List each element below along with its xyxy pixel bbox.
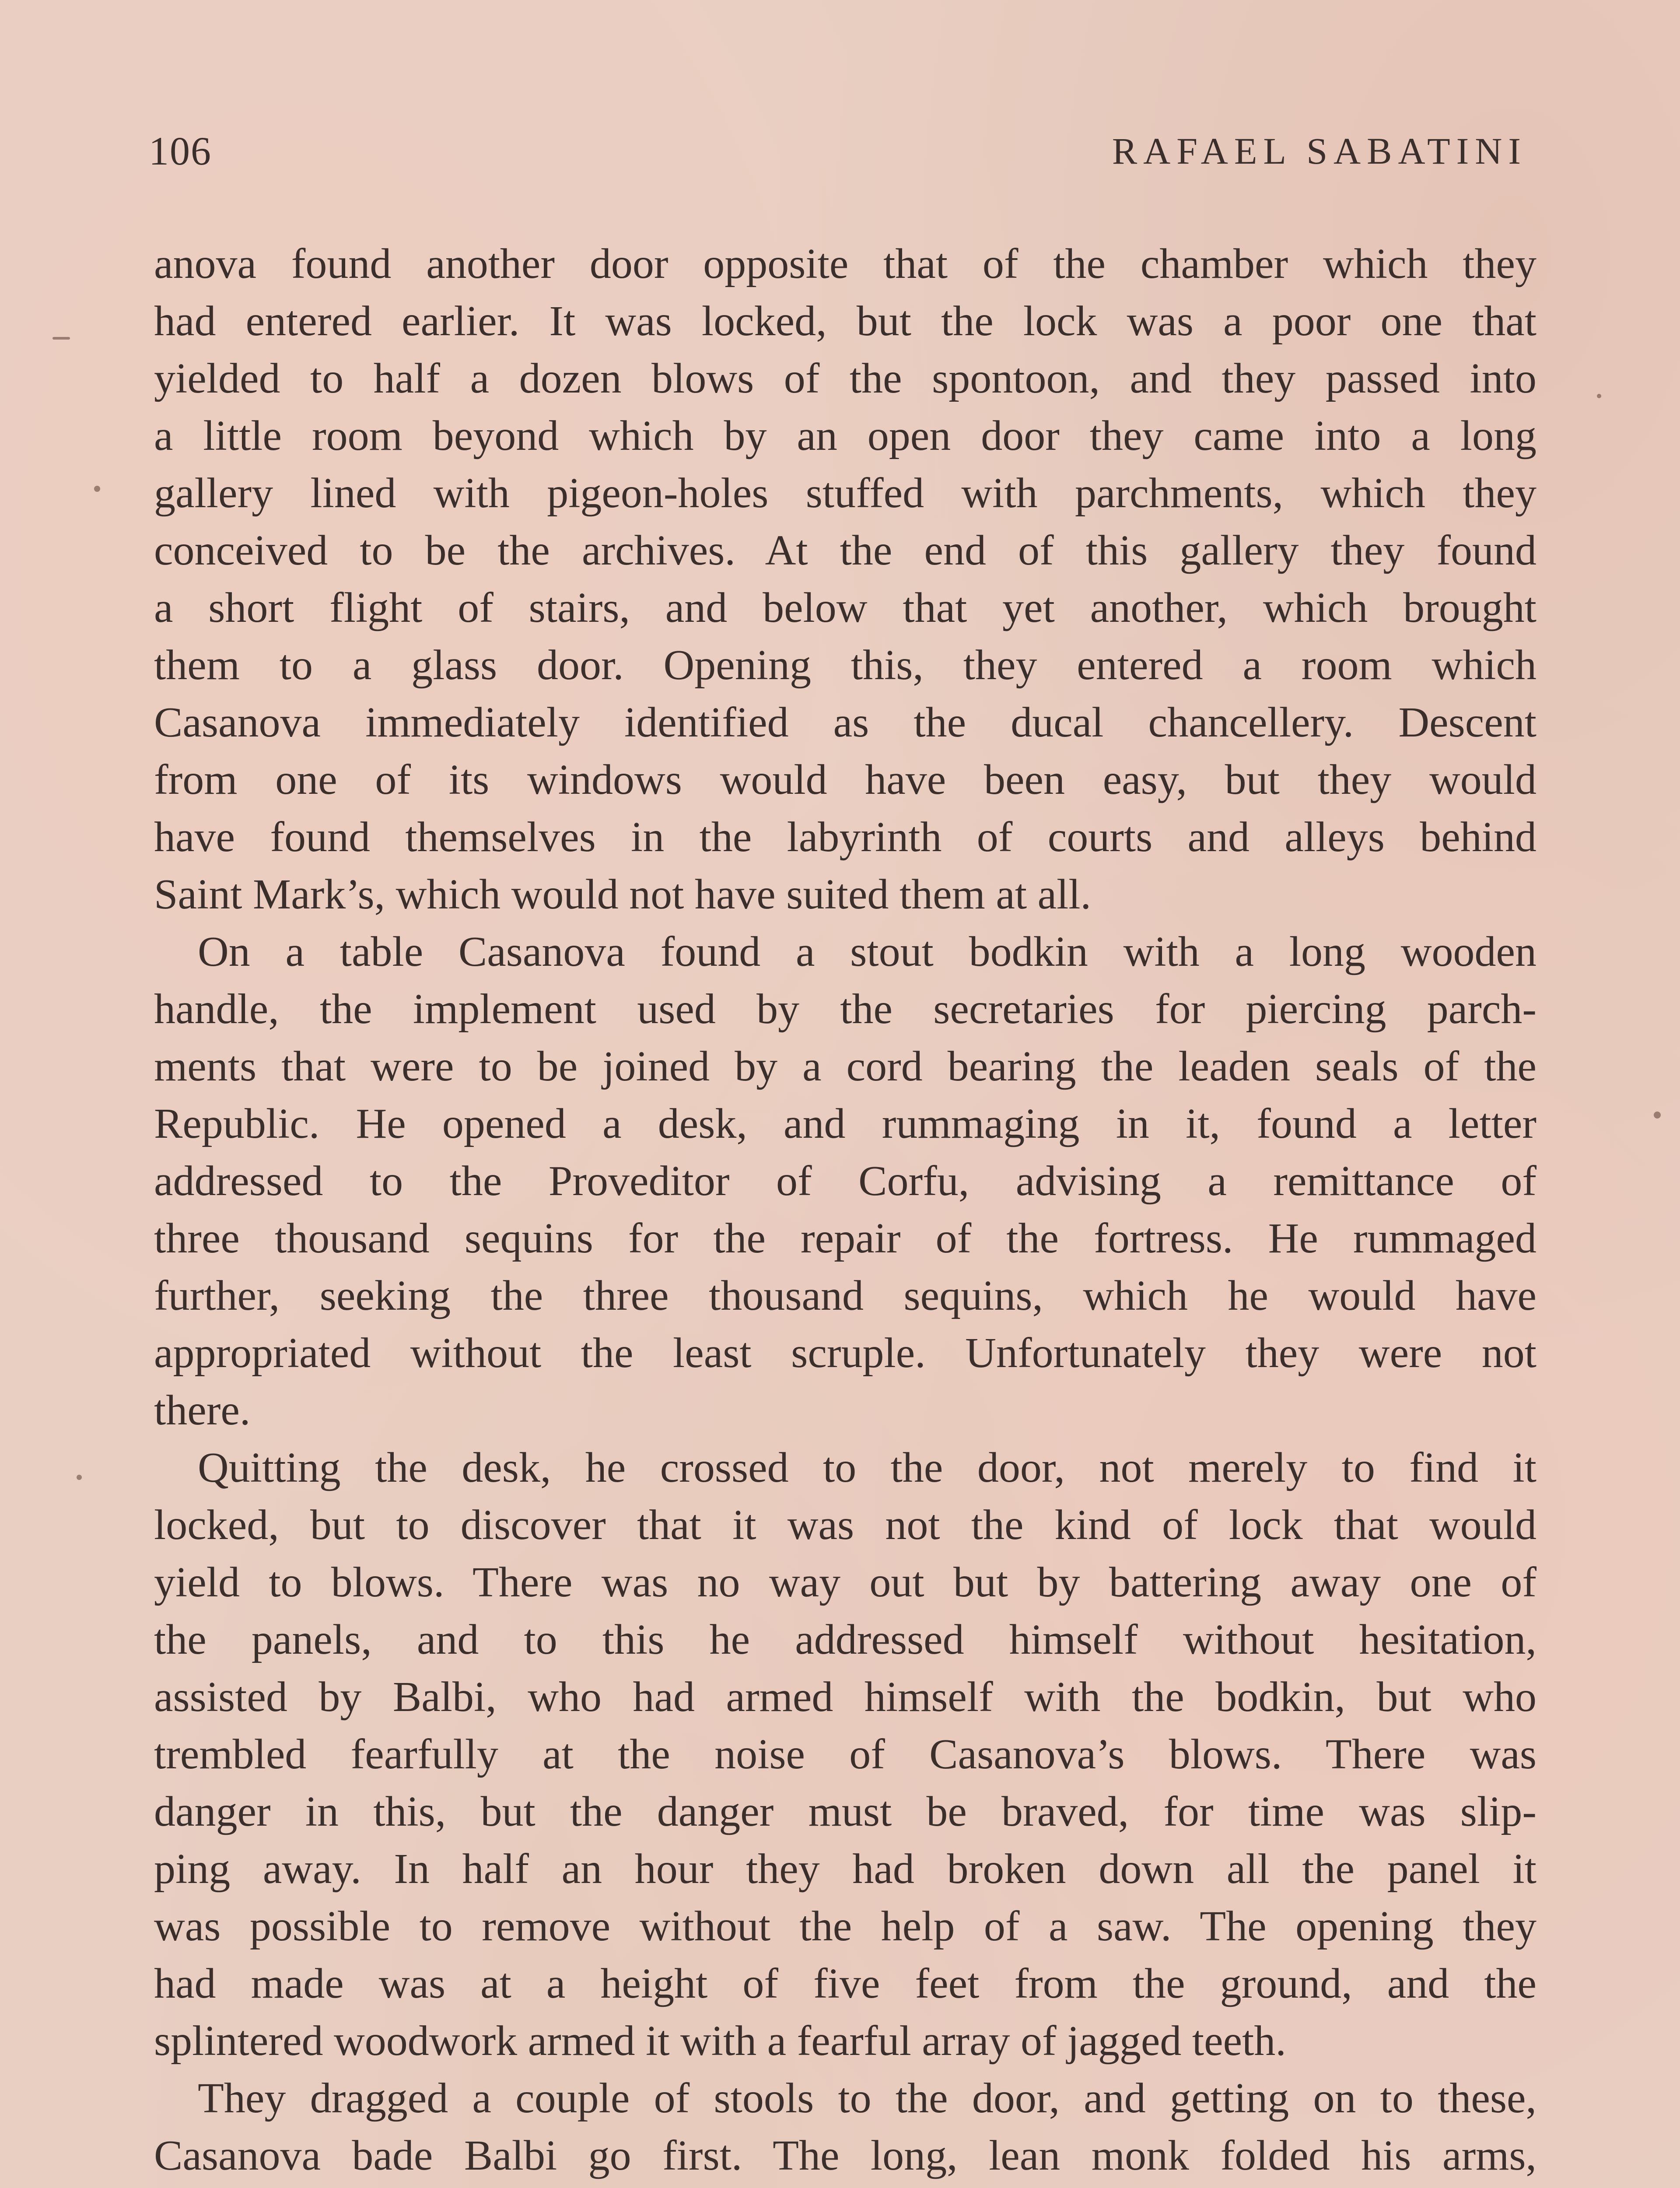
page-header (149, 123, 1527, 179)
running-head: RAFAEL SABATINI (1112, 130, 1527, 172)
text-line: have found themselves in the labyrinth of courts and alleys behind (154, 813, 1536, 861)
paper-speck (1597, 394, 1601, 398)
text-line: handle, the implement used by the secretaries for piercing parch- (154, 985, 1536, 1033)
text-line: Casanova immediately identified as the ducal chancellery. Descent (154, 699, 1536, 746)
text-line: appropriated without the least scruple. Unfortunately they were not (154, 1329, 1536, 1377)
text-line: assisted by Balbi, who had armed himself with the bodkin, but who (154, 1673, 1536, 1721)
text-line: danger in this, but the danger must be braved, for time was slip- (154, 1788, 1536, 1835)
text-line: Saint Mark’s, which would not have suited them at all. (154, 871, 1092, 918)
text-line: three thousand sequins for the repair of the fortress. He rummaged (154, 1215, 1536, 1262)
text-line: was possible to remove without the help of a saw. The opening they (154, 1903, 1536, 1950)
text-line: from one of its windows would have been easy, but they would (154, 756, 1536, 803)
paper-speck (94, 486, 100, 492)
text-line: had entered earlier. It was locked, but the lock was a poor one that (154, 298, 1536, 345)
text-line: there. (154, 1387, 251, 1434)
text-line: conceived to be the archives. At the end of this gallery they found (154, 527, 1536, 574)
text-line: splintered woodwork armed it with a fearful array of jagged teeth. (154, 2017, 1286, 2065)
text-line: They dragged a couple of stools to the door, and getting on to these, (198, 2075, 1536, 2122)
text-line: had made was at a height of five feet from the ground, and the (154, 1960, 1536, 2007)
text-line: yielded to half a dozen blows of the spontoon, and they passed into (154, 355, 1536, 402)
text-line: ping away. In half an hour they had broken down all the panel it (154, 1845, 1536, 1893)
text-line: Republic. He opened a desk, and rummaging in it, found a letter (154, 1100, 1536, 1147)
text-line: them to a glass door. Opening this, they entered a room which (154, 642, 1536, 689)
text-line: a short flight of stairs, and below that yet another, which brought (154, 584, 1536, 631)
text-line: the panels, and to this he addressed himself without hesitation, (154, 1616, 1536, 1663)
paper-speck (1654, 1112, 1661, 1119)
paper-speck (77, 1475, 82, 1480)
text-line: On a table Casanova found a stout bodkin with a long wooden (198, 928, 1536, 975)
text-line: further, seeking the three thousand sequins, which he would have (154, 1272, 1536, 1319)
text-line: Casanova bade Balbi go first. The long, lean monk folded his arms, (154, 2132, 1536, 2179)
text-line: ments that were to be joined by a cord bearing the leaden seals of the (154, 1043, 1536, 1090)
page-number: 106 (149, 129, 212, 173)
text-line: Quitting the desk, he crossed to the door, not merely to find it (198, 1444, 1536, 1491)
text-line: gallery lined with pigeon-holes stuffed with parchments, which they (154, 470, 1536, 517)
text-line (154, 2184, 1536, 2188)
text-line: yield to blows. There was no way out but by battering away one of (154, 1559, 1536, 1606)
text-line: trembled fearfully at the noise of Casanova’s blows. There was (154, 1731, 1536, 1778)
body-text (154, 235, 1536, 2188)
text-line: locked, but to discover that it was not the kind of lock that would (154, 1501, 1536, 1549)
text-line: a little room beyond which by an open door they came into a long (154, 412, 1536, 459)
paper-speck (52, 337, 70, 340)
text-line: anova found another door opposite that of the chamber which they (154, 240, 1536, 288)
text-line: addressed to the Proveditor of Corfu, advising a remittance of (154, 1157, 1536, 1205)
